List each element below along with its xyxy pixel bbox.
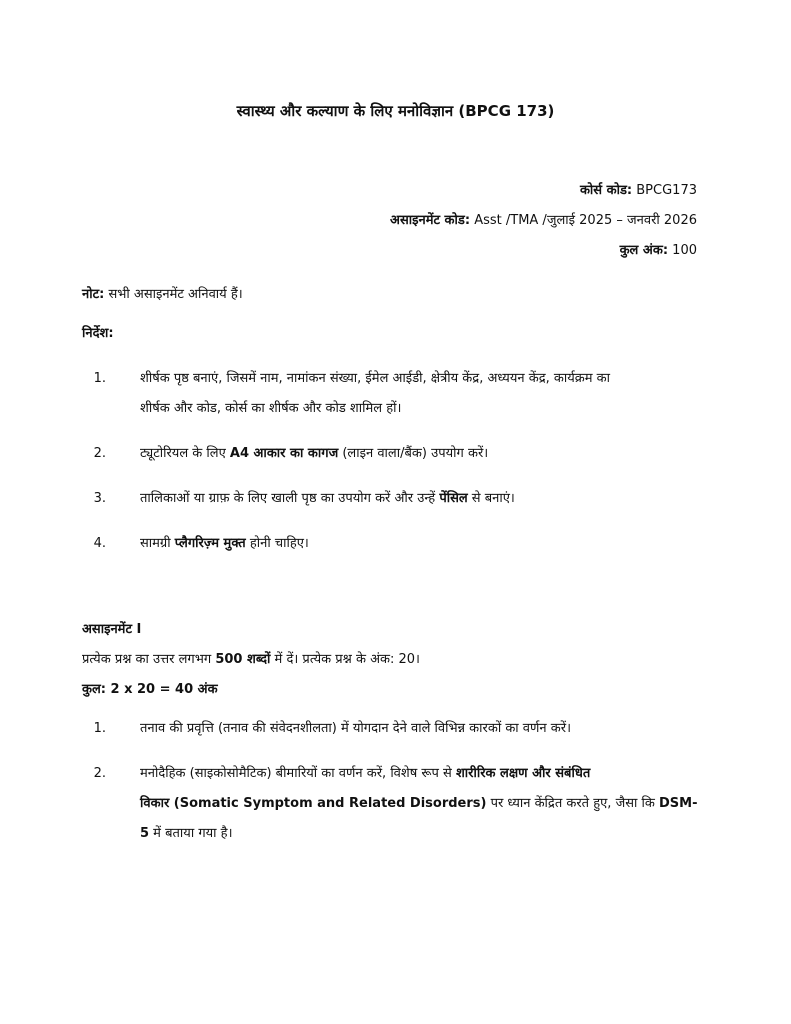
question-bold: 5 [140, 826, 150, 841]
assignment-code-line [390, 210, 697, 228]
note-text: सभी असाइनमेंट अनिवार्य हैं। [108, 287, 243, 302]
list-item [82, 439, 702, 469]
question-bold: DSM- [659, 796, 698, 811]
assignment-code-value: Asst /TMA /जुलाई 2025 – जनवरी 2026 [474, 213, 697, 228]
assignment-intro [82, 649, 420, 667]
assignment-heading: असाइनमेंट I [82, 622, 142, 637]
list-item [82, 484, 702, 514]
instructions-heading: निर्देश: [82, 326, 114, 341]
assignment-total: कुल: 2 x 20 = 40 अंक [82, 682, 218, 697]
question-text: में बताया गया है। [149, 826, 233, 841]
assignment-code-label: असाइनमेंट कोड: [390, 213, 471, 228]
list-number: 1. [93, 721, 106, 736]
intro-bold: 500 शब्दों [215, 652, 271, 667]
instruction-text: (लाइन वाला/बैंक) उपयोग करें। [338, 446, 489, 461]
list-number: 2. [93, 766, 106, 781]
intro-text: प्रत्येक प्रश्न का उत्तर लगभग [82, 652, 216, 667]
list-number: 2. [93, 446, 106, 461]
note-label: नोट: [82, 287, 105, 302]
question-bold: शारीरिक लक्षण और संबंधित [455, 766, 591, 781]
list-number: 1. [93, 371, 106, 386]
instruction-text: ट्यूटोरियल के लिए [140, 446, 230, 461]
course-code-line [580, 180, 697, 198]
instruction-bold: A4 आकार का कागज [229, 446, 339, 461]
list-number: 4. [93, 536, 106, 551]
note-line [82, 284, 243, 302]
list-item [82, 364, 702, 424]
course-code-value: BPCG173 [636, 183, 697, 198]
instruction-text: तालिकाओं या ग्राफ़ के लिए खाली पृष्ठ का उपयोग करें और उन्हें [140, 491, 440, 506]
total-marks-line [620, 240, 697, 258]
instruction-text: शीर्षक पृष्ठ बनाएं, जिसमें नाम, नामांकन संख्या, ईमेल आईडी, क्षेत्रीय केंद्र, अध्ययन केंद्र, कार्यक्रम का [140, 371, 610, 386]
list-number: 3. [93, 491, 106, 506]
instruction-bold: पेंसिल [439, 491, 468, 506]
instruction-text: से बनाएं। [467, 491, 515, 506]
total-marks-label: कुल अंक: [619, 243, 669, 258]
question-text: मनोदैहिक (साइकोसोमैटिक) बीमारियों का वर्णन करें, विशेष रूप से [140, 766, 456, 781]
total-marks-value: 100 [672, 243, 697, 258]
instructions-list [82, 364, 702, 559]
list-item [82, 529, 702, 559]
list-item [82, 759, 702, 849]
question-bold: विकार (Somatic Symptom and Related Disorders) [140, 796, 487, 811]
instruction-bold: प्लैगरिज़्म मुक्त [174, 536, 246, 551]
intro-text: में दें। प्रत्येक प्रश्न के अंक: 20। [270, 652, 420, 667]
list-item [82, 714, 702, 744]
questions-list [82, 714, 702, 849]
question-text: तनाव की प्रवृत्ति (तनाव की संवेदनशीलता) में योगदान देने वाले विभिन्न कारकों का वर्णन करें। [140, 721, 572, 736]
instruction-text: सामग्री [140, 536, 175, 551]
question-text: पर ध्यान केंद्रित करते हुए, जैसा कि [486, 796, 659, 811]
instruction-text: होनी चाहिए। [245, 536, 309, 551]
page-title: स्वास्थ्य और कल्याण के लिए मनोविज्ञान (BPCG 173) [236, 102, 555, 120]
instruction-text: शीर्षक और कोड, कोर्स का शीर्षक और कोड शामिल हों। [140, 401, 402, 416]
course-code-label: कोर्स कोड: [579, 183, 633, 198]
